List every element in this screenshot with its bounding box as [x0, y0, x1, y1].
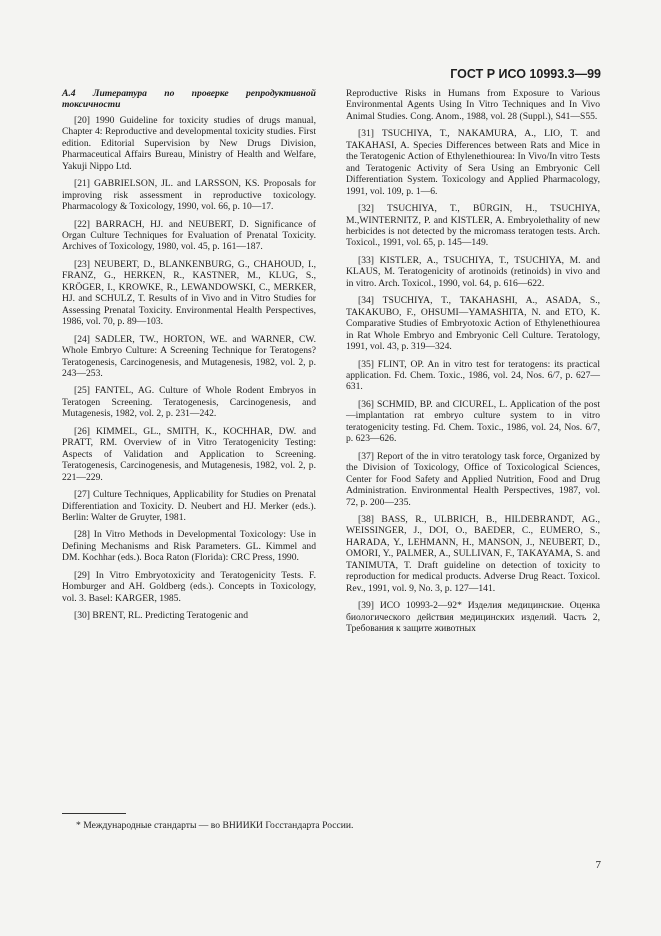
reference-35: [35] FLINT, OP. An in vitro test for teratogens: its practical application. Fd. Chem. Toxic., 1986, vol. 24, Nos. 6/7, p. 627—631. — [346, 358, 600, 393]
reference-38: [38] BASS, R., ULBRICH, B., HILDEBRANDT, AG., WEISSINGER, J., DOI, O., BAEDER, C., EUMERO, S., HARADA, Y., LEHMANN, H., MANSON, J., NEUBERT, D., OMORI, Y., PALMER, A., SULLIVAN, F., TAKAYAMA, S. and TANIMUTA, T. Draft guideline on detection of toxicity to reproduction for medical products. Adverse Drug React. Toxicol. Rev., 1991, vol. 9, No. 3, p. 127—141. — [346, 513, 600, 594]
reference-24: [24] SADLER, TW., HORTON, WE. and WARNER, CW. Whole Embryo Culture: A Screening Technique for Teratogens? Teratogenesis, Carcinogenesis, and Mutagenesis, 1982, vol. 2, p. 243—253. — [62, 333, 316, 379]
reference-33: [33] KISTLER, A., TSUCHIYA, T., TSUCHIYA, M. and KLAUS, M. Teratogenicity of arotinoids (retinoids) in vivo and in vitro. Arch. Toxicol., 1990, vol. 64, p. 616—622. — [346, 254, 600, 289]
left-column — [62, 88, 316, 628]
footnote-divider — [62, 813, 126, 814]
reference-37: [37] Report of the in vitro teratology task force, Organized by the Division of Toxicology, Office of Toxicological Sciences, Center for Food Safety and Applied Nutrition, Food and Drug Administration. Environmental Health Perspectives, 1987, vol. 72, p. 200—235. — [346, 450, 600, 508]
reference-30-continued: Reproductive Risks in Humans from Exposure to Various Environmental Agents Using In Vitro Techniques and In Vivo Animal Studies. Cong. Anom., 1988, vol. 28 (Suppl.), S41—S55. — [346, 88, 600, 122]
reference-32: [32] TSUCHIYA, T., BÜRGIN, H., TSUCHIYA, M.,WINTERNITZ, P. and KISTLER, A. Embryolethality of new herbicides is not detected by the micromass teratogen tests. Arch. Toxicol., 1991, vol. 65, p. 145—149. — [346, 203, 600, 249]
reference-21: [21] GABRIELSON, JL. and LARSSON, KS. Proposals for improving risk assessment in reproductive toxicology. Pharmacology & Toxicology, 1990, vol. 66, p. 10—17. — [62, 178, 316, 213]
section-title: А.4 Литература по проверке репродуктивной токсичности — [62, 88, 316, 111]
reference-20: [20] 1990 Guideline for toxicity studies of drugs manual, Chapter 4: Reproductive and developmental toxicity studies. First edition. Editorial Supervision by New Drugs Division, Pharmaceutical Affairs Bureau, Ministry of Health and Welfare, Yakuji Nippo Ltd. — [62, 114, 316, 172]
reference-29: [29] In Vitro Embryotoxicity and Teratogenicity Tests. F. Homburger and AH. Goldberg (eds.). Concepts in Toxicology, vol. 3. Basel: KARGER, 1985. — [62, 569, 316, 604]
reference-23: [23] NEUBERT, D., BLANKENBURG, G., CHAHOUD, I., FRANZ, G., HERKEN, R., KASTNER, M., KLUG, S., KRÖGER, I., KROWKE, R., LEWANDOWSKI, C., MERKER, HJ. and SCHULZ, T. Results of in Vivo and in Vitro Studies for Assessing Prenatal Toxicity. Environmental Health Perspectives, 1986, vol. 70, p. 89—103. — [62, 258, 316, 328]
document-header: ГОСТ Р ИСО 10993.3—99 — [450, 67, 601, 81]
footnote: * Международные стандарты — во ВНИИКИ Госстандарта России. — [76, 820, 354, 831]
reference-36: [36] SCHMID, BP. and CICUREL, L. Application of the post—implantation rat embryo culture system to in vitro teratogenicity testing. Fd. Chem. Toxic., 1986, vol. 24, Nos. 6/7, p. 623—626. — [346, 398, 600, 445]
reference-31: [31] TSUCHIYA, T., NAKAMURA, A., LIO, T. and TAKAHASI, A. Species Differences between Rats and Mice in the Teratogenic Action of Ethylenethiourea: In Vivo/In vitro Tests and Teratogenic Activity of Sera Using an Embryonic Cell Differentiation System. Toxicology and Applied Pharmacology, 1991, vol. 109, p. 1—6. — [346, 128, 600, 197]
reference-28: [28] In Vitro Methods in Developmental Toxicology: Use in Defining Mechanisms and Risk Parameters. GL. Kimmel and DM. Kochhar (eds.). Boca Raton (Florida): CRC Press, 1990. — [62, 529, 316, 564]
reference-26: [26] KIMMEL, GL., SMITH, K., KOCHHAR, DW. and PRATT, RM. Overview of in Vitro Teratogenicity Testing: Aspects of Validation and Application to Screening. Teratogenesis, Carcinogenesis, and Mutagenesis, 1982, vol. 2, p. 221—229. — [62, 425, 316, 483]
right-column — [346, 88, 600, 640]
page-number: 7 — [595, 859, 601, 871]
reference-34: [34] TSUCHIYA, T., TAKAHASHI, A., ASADA, S., TAKAKUBO, F., OHSUMI—YAMASHITA, N. and ETO, K. Comparative Studies of Embryotoxic Action of Ethylenethiourea in Rat Whole Embryo and Embryonic Cell Culture. Teratology, 1991, vol. 43, p. 319—324. — [346, 295, 600, 353]
reference-39: [39] ИСО 10993-2—92* Изделия медицинские. Оценка биологического действия медицинских изделий. Часть 2, Требования к защите животных — [346, 600, 600, 635]
reference-27: [27] Culture Techniques, Applicability for Studies on Prenatal Differentiation and Toxicity. D. Neubert and HJ. Merker (eds.). Berlin: Walter de Gruyter, 1981. — [62, 489, 316, 523]
reference-30-start: [30] BRENT, RL. Predicting Teratogenic and — [74, 610, 249, 622]
reference-25: [25] FANTEL, AG. Culture of Whole Rodent Embryos in Teratogen Screening. Teratogenesis, Carcinogenesis, and Mutagenesis, 1982, vol. 2, p. 231—242. — [62, 385, 316, 420]
reference-22: [22] BARRACH, HJ. and NEUBERT, D. Significance of Organ Culture Techniques for Evaluation of Prenatal Toxicity. Archives of Toxicology, 1980, vol. 45, p. 161—187. — [62, 218, 316, 253]
